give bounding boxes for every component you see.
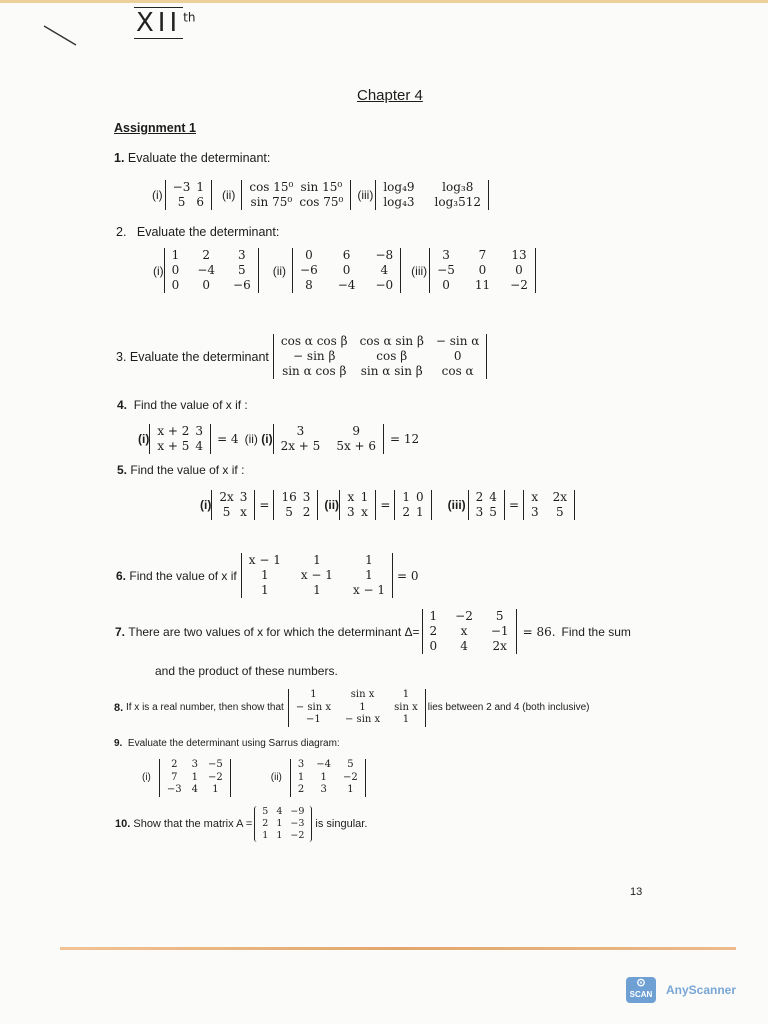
det-5-i-left: 2x 3 5 x — [211, 490, 255, 520]
det-9-ii: 3 −4 5 1 1 −2 2 3 1 — [290, 759, 366, 797]
question-6: 6. Find the value of x if x − 1 1 1 1 x − 1 1 1 1 x − 1 = 0 — [116, 553, 419, 597]
question-1-parts: (i) −3 1 5 6 (ii) cos 15⁰ sin 15⁰ sin 75⁰ cos 75⁰ (iii) log₄9 log₃8 log₄3 log₃512 — [152, 180, 489, 210]
det-1-ii: cos 15⁰ sin 15⁰ sin 75⁰ cos 75⁰ — [241, 180, 351, 210]
det-3: cos α cos β cos α sin β − sin α − sin β cos β 0 sin α cos β sin α sin β cos α — [273, 334, 488, 379]
question-1: 1. Evaluate the determinant: — [114, 151, 271, 165]
scanner-brand: AnyScanner — [666, 983, 737, 997]
question-10: 10. Show that the matrix A = 5 4 −9 2 1 −3 1 1 −2 is singular. — [115, 806, 368, 841]
det-2-i: 1 2 3 0 −4 5 0 0 −6 — [164, 248, 259, 293]
scanner-logo-icon: ⊙ SCAN — [626, 977, 656, 1003]
det-5-iii-right: x 2x 3 5 — [523, 490, 575, 520]
question-7: 7. There are two values of x for which the determinant Δ= 1 −2 5 2 x −1 0 4 2x = 86. Find the sum — [115, 609, 631, 653]
question-2-parts: (i) 1 2 3 0 −4 5 0 0 −6 (ii) 0 6 −8 −6 0 4 8 −4 −0 (iii) 3 7 13 −5 0 0 0 11 −2 — [153, 248, 536, 293]
det-5-i-right: 16 3 5 2 — [273, 490, 318, 520]
question-4-parts: (i) x + 2 3 x + 5 4 = 4 (ii) (i) 3 9 2x + 5 5x + 6 = 12 — [138, 424, 420, 453]
det-1-i: −3 1 5 6 — [165, 180, 212, 210]
scan-edge-bottom — [60, 947, 736, 950]
det-4-i: x + 2 3 x + 5 4 — [149, 424, 211, 454]
handwritten-grade: XII $^{th}$ — [136, 8, 196, 38]
question-5: 5. Find the value of x if : — [117, 463, 245, 477]
det-4-ii: 3 9 2x + 5 5x + 6 — [273, 424, 384, 454]
question-3: 3. Evaluate the determinant cos α cos β cos α sin β − sin α − sin β cos β 0 sin α cos β sin α sin β cos α — [116, 334, 487, 379]
det-9-i: 2 3 −5 7 1 −2 −3 4 1 — [159, 759, 231, 797]
question-2: 2. Evaluate the determinant: — [116, 225, 280, 239]
det-1-iii: log₄9 log₃8 log₄3 log₃512 — [375, 180, 489, 210]
det-8: 1 sin x 1 − sin x 1 sin x −1 − sin x 1 — [288, 689, 426, 727]
chapter-title: Chapter 4 — [357, 87, 423, 104]
question-8: 8. If x is a real number, then show that 1 sin x 1 − sin x 1 sin x −1 − sin x 1 lies between 2 and 4 (both inclusive) — [114, 689, 590, 725]
det-2-iii: 3 7 13 −5 0 0 0 11 −2 — [429, 248, 536, 293]
det-7: 1 −2 5 2 x −1 0 4 2x — [422, 609, 517, 654]
det-5-ii-left: x 1 3 x — [339, 490, 376, 520]
scan-edge-top — [0, 0, 768, 3]
page-number: 13 — [630, 886, 643, 898]
assignment-title: Assignment 1 — [114, 121, 196, 135]
det-2-ii: 0 6 −8 −6 0 4 8 −4 −0 — [292, 248, 401, 293]
question-5-parts: (i) 2x 3 5 x = 16 3 5 2 (ii) x 1 3 x = 1 0 2 1 (iii) 2 4 3 5 = x 2x 3 5 — [200, 490, 575, 520]
det-5-ii-right: 1 0 2 1 — [394, 490, 431, 520]
det-6: x − 1 1 1 1 x − 1 1 1 1 x − 1 — [241, 553, 393, 598]
question-7-line2: and the product of these numbers. — [155, 664, 338, 678]
pen-stroke-mark — [40, 20, 80, 50]
matrix-10: 5 4 −9 2 1 −3 1 1 −2 — [254, 806, 312, 842]
question-9: 9. Evaluate the determinant using Sarrus diagram: — [114, 738, 340, 749]
question-9-parts: (i) 2 3 −5 7 1 −2 −3 4 1 (ii) 3 −4 5 1 1 −2 2 3 1 — [142, 759, 366, 797]
question-4: 4. Find the value of x if : — [117, 398, 248, 412]
det-5-iii-left: 2 4 3 5 — [468, 490, 505, 520]
